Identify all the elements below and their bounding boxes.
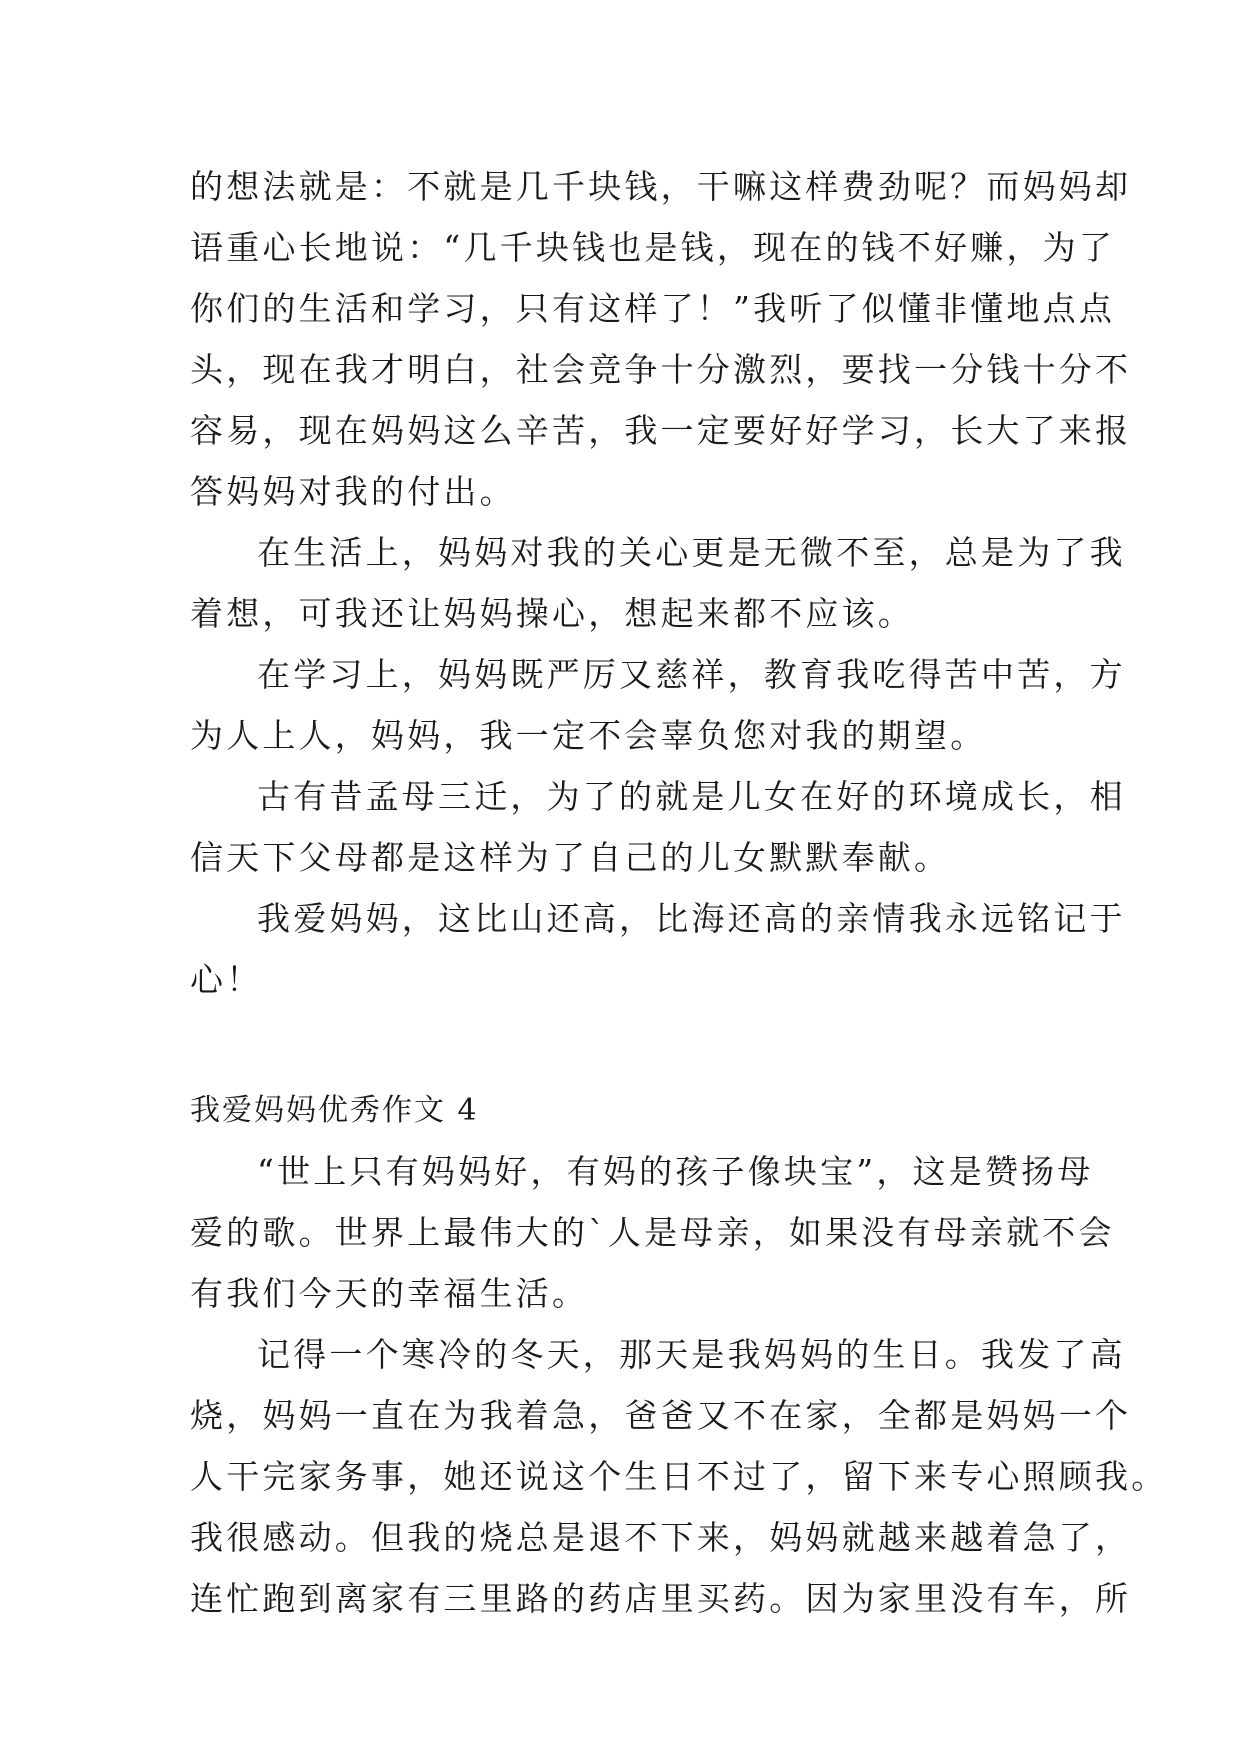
paragraph [190, 156, 1132, 522]
text-line: 语重心长地说：“几千块钱也是钱，现在的钱不好赚，为了 [190, 228, 1116, 267]
paragraph [190, 1324, 1168, 1629]
text-line: 古有昔孟母三迁，为了的就是儿女在好的环境成长，相 [257, 777, 1126, 816]
text-line: 在生活上，妈妈对我的关心更是无微不至，总是为了我 [257, 533, 1126, 572]
section-spacer [190, 1010, 1050, 1080]
text-line: “世上只有妈妈好，有妈的孩子像块宝”，这是赞扬母 [257, 1152, 1094, 1191]
paragraph [190, 766, 1126, 888]
paragraph [190, 644, 1126, 766]
text-line: 心！ [190, 960, 263, 999]
text-line: 答妈妈对我的付出。 [190, 472, 516, 511]
paragraph [190, 1141, 1115, 1324]
text-line: 的想法就是：不就是几千块钱，干嘛这样费劲呢？而妈妈却 [190, 167, 1132, 206]
text-line: 信天下父母都是这样为了自己的儿女默默奉献。 [190, 838, 951, 877]
text-line: 记得一个寒冷的冬天，那天是我妈妈的生日。我发了高 [257, 1335, 1126, 1374]
text-line: 容易，现在妈妈这么辛苦，我一定要好好学习，长大了来报 [190, 411, 1132, 450]
text-line: 人干完家务事，她还说这个生日不过了，留下来专心照顾我。 [190, 1457, 1168, 1496]
text-line: 我爱妈妈，这比山还高，比海还高的亲情我永远铭记于 [257, 899, 1126, 938]
text-line: 爱的歌。世界上最伟大的`人是母亲，如果没有母亲就不会 [190, 1213, 1115, 1252]
paragraph [190, 522, 1126, 644]
document-body [190, 156, 1168, 1629]
text-line: 在学习上，妈妈既严厉又慈祥，教育我吃得苦中苦，方 [257, 655, 1126, 694]
text-line: 烧，妈妈一直在为我着急，爸爸又不在家，全都是妈妈一个 [190, 1396, 1132, 1435]
text-line: 我很感动。但我的烧总是退不下来，妈妈就越来越着急了， [190, 1518, 1132, 1557]
text-line: 头，现在我才明白，社会竞争十分激烈，要找一分钱十分不 [190, 350, 1132, 389]
text-line: 连忙跑到离家有三里路的药店里买药。因为家里没有车，所 [190, 1579, 1132, 1618]
text-line: 有我们今天的幸福生活。 [190, 1274, 589, 1313]
text-line: 你们的生活和学习，只有这样了！”我听了似懂非懂地点点 [190, 289, 1116, 328]
paragraph [190, 888, 1126, 1010]
section-title: 我爱妈妈优秀作文 4 [190, 1093, 479, 1128]
text-line: 为人上人，妈妈，我一定不会辜负您对我的期望。 [190, 716, 987, 755]
text-line: 着想，可我还让妈妈操心，想起来都不应该。 [190, 594, 914, 633]
